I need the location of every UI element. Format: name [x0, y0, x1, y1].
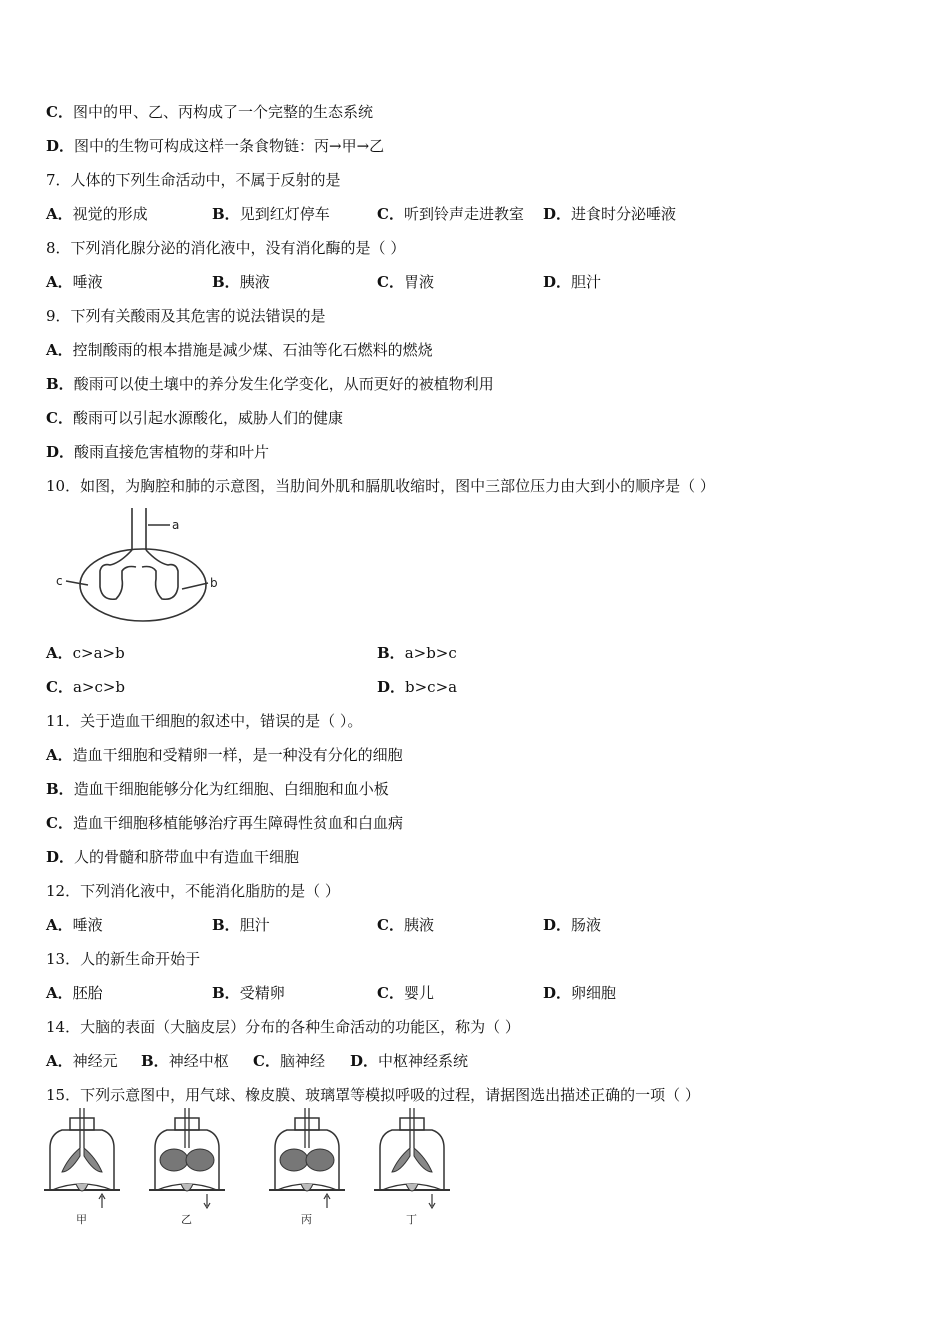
- q8-option-b: B．胰液: [212, 273, 270, 291]
- q7-option-c: C．听到铃声走进教室: [377, 205, 524, 223]
- q8-option-c: C．胃液: [377, 273, 434, 291]
- q9-option-d: D．酸雨直接危害植物的芽和叶片: [46, 443, 270, 461]
- q7-option-b: B．见到红灯停车: [212, 205, 330, 223]
- q11-option-b: B．造血干细胞能够分化为红细胞、白细胞和血小板: [46, 780, 389, 798]
- q13-option-d: D．卵细胞: [543, 984, 617, 1002]
- q10-option-d: D．b>c>a: [377, 678, 458, 696]
- q14-stem: 14．大脑的表面（大脑皮层）分布的各种生命活动的功能区，称为（ ）: [46, 1018, 520, 1036]
- label-ding: 丁: [406, 1213, 417, 1226]
- option-text: 图中的生物可构成这样一条食物链：丙→甲→乙: [74, 137, 385, 155]
- model-ding: [374, 1108, 450, 1226]
- label-yi: 乙: [181, 1213, 192, 1226]
- q8-option-d: D．胆汁: [543, 273, 602, 291]
- q8-option-a: A．唾液: [46, 273, 103, 291]
- q10-stem: 10．如图，为胸腔和肺的示意图，当肋间外肌和膈肌收缩时，图中三部位压力由大到小的顺序是（ ）: [46, 477, 715, 495]
- q10-option-a: A．c>a>b: [46, 644, 125, 662]
- thorax-lung-diagram: [50, 505, 240, 630]
- model-yi: [149, 1108, 225, 1226]
- option-letter: D．: [46, 137, 75, 155]
- q11-option-a: A．造血干细胞和受精卵一样，是一种没有分化的细胞: [46, 746, 403, 764]
- q12-option-c: C．胰液: [377, 916, 434, 934]
- label-bing: 丙: [301, 1213, 312, 1226]
- model-bing: [269, 1108, 345, 1226]
- q14-option-a: A．神经元: [46, 1052, 118, 1070]
- q13-option-b: B．受精卵: [212, 984, 285, 1002]
- label-b: b: [210, 576, 218, 590]
- label-a: a: [172, 518, 180, 532]
- q13-stem: 13．人的新生命开始于: [46, 950, 201, 968]
- q14-option-d: D．中枢神经系统: [350, 1052, 469, 1070]
- q12-option-d: D．肠液: [543, 916, 602, 934]
- q8-stem: 8．下列消化腺分泌的消化液中，没有消化酶的是（ ）: [46, 239, 406, 257]
- q9-stem: 9．下列有关酸雨及其危害的说法错误的是: [46, 307, 326, 325]
- model-jia: [44, 1108, 120, 1226]
- breathing-model-diagram: [40, 1108, 460, 1228]
- q12-option-b: B．胆汁: [212, 916, 270, 934]
- q14-option-b: B．神经中枢: [141, 1052, 229, 1070]
- q14-option-c: C．脑神经: [253, 1052, 325, 1070]
- option-text: 图中的甲、乙、丙构成了一个完整的生态系统: [72, 103, 373, 121]
- q7-stem: 7．人体的下列生命活动中，不属于反射的是: [46, 171, 341, 189]
- q9-option-b: B．酸雨可以使土壤中的养分发生化学变化，从而更好的被植物利用: [46, 375, 494, 393]
- q6-option-c: [46, 102, 373, 122]
- q13-option-a: A．胚胎: [46, 984, 103, 1002]
- q6-option-d: [46, 136, 384, 156]
- q7-option-d: D．进食时分泌唾液: [543, 205, 677, 223]
- q11-option-c: C．造血干细胞移植能够治疗再生障碍性贫血和白血病: [46, 814, 403, 832]
- label-jia: 甲: [76, 1213, 87, 1226]
- q9-option-a: A．控制酸雨的根本措施是减少煤、石油等化石燃料的燃烧: [46, 341, 433, 359]
- label-c: c: [56, 574, 63, 588]
- q12-option-a: A．唾液: [46, 916, 103, 934]
- option-letter: C．: [46, 103, 73, 121]
- q10-option-b: B．a>b>c: [377, 644, 457, 662]
- q12-stem: 12．下列消化液中，不能消化脂肪的是（ ）: [46, 882, 340, 900]
- q11-stem: 11．关于造血干细胞的叙述中，错误的是（ ）。: [46, 712, 363, 730]
- q15-stem: 15．下列示意图中，用气球、橡皮膜、玻璃罩等模拟呼吸的过程，请据图选出描述正确的一项（ ）: [46, 1086, 700, 1104]
- q9-option-c: C．酸雨可以引起水源酸化，威胁人们的健康: [46, 409, 343, 427]
- q11-option-d: D．人的骨髓和脐带血中有造血干细胞: [46, 848, 300, 866]
- q7-option-a: A．视觉的形成: [46, 205, 148, 223]
- q10-option-c: C．a>c>b: [46, 678, 126, 696]
- q13-option-c: C．婴儿: [377, 984, 434, 1002]
